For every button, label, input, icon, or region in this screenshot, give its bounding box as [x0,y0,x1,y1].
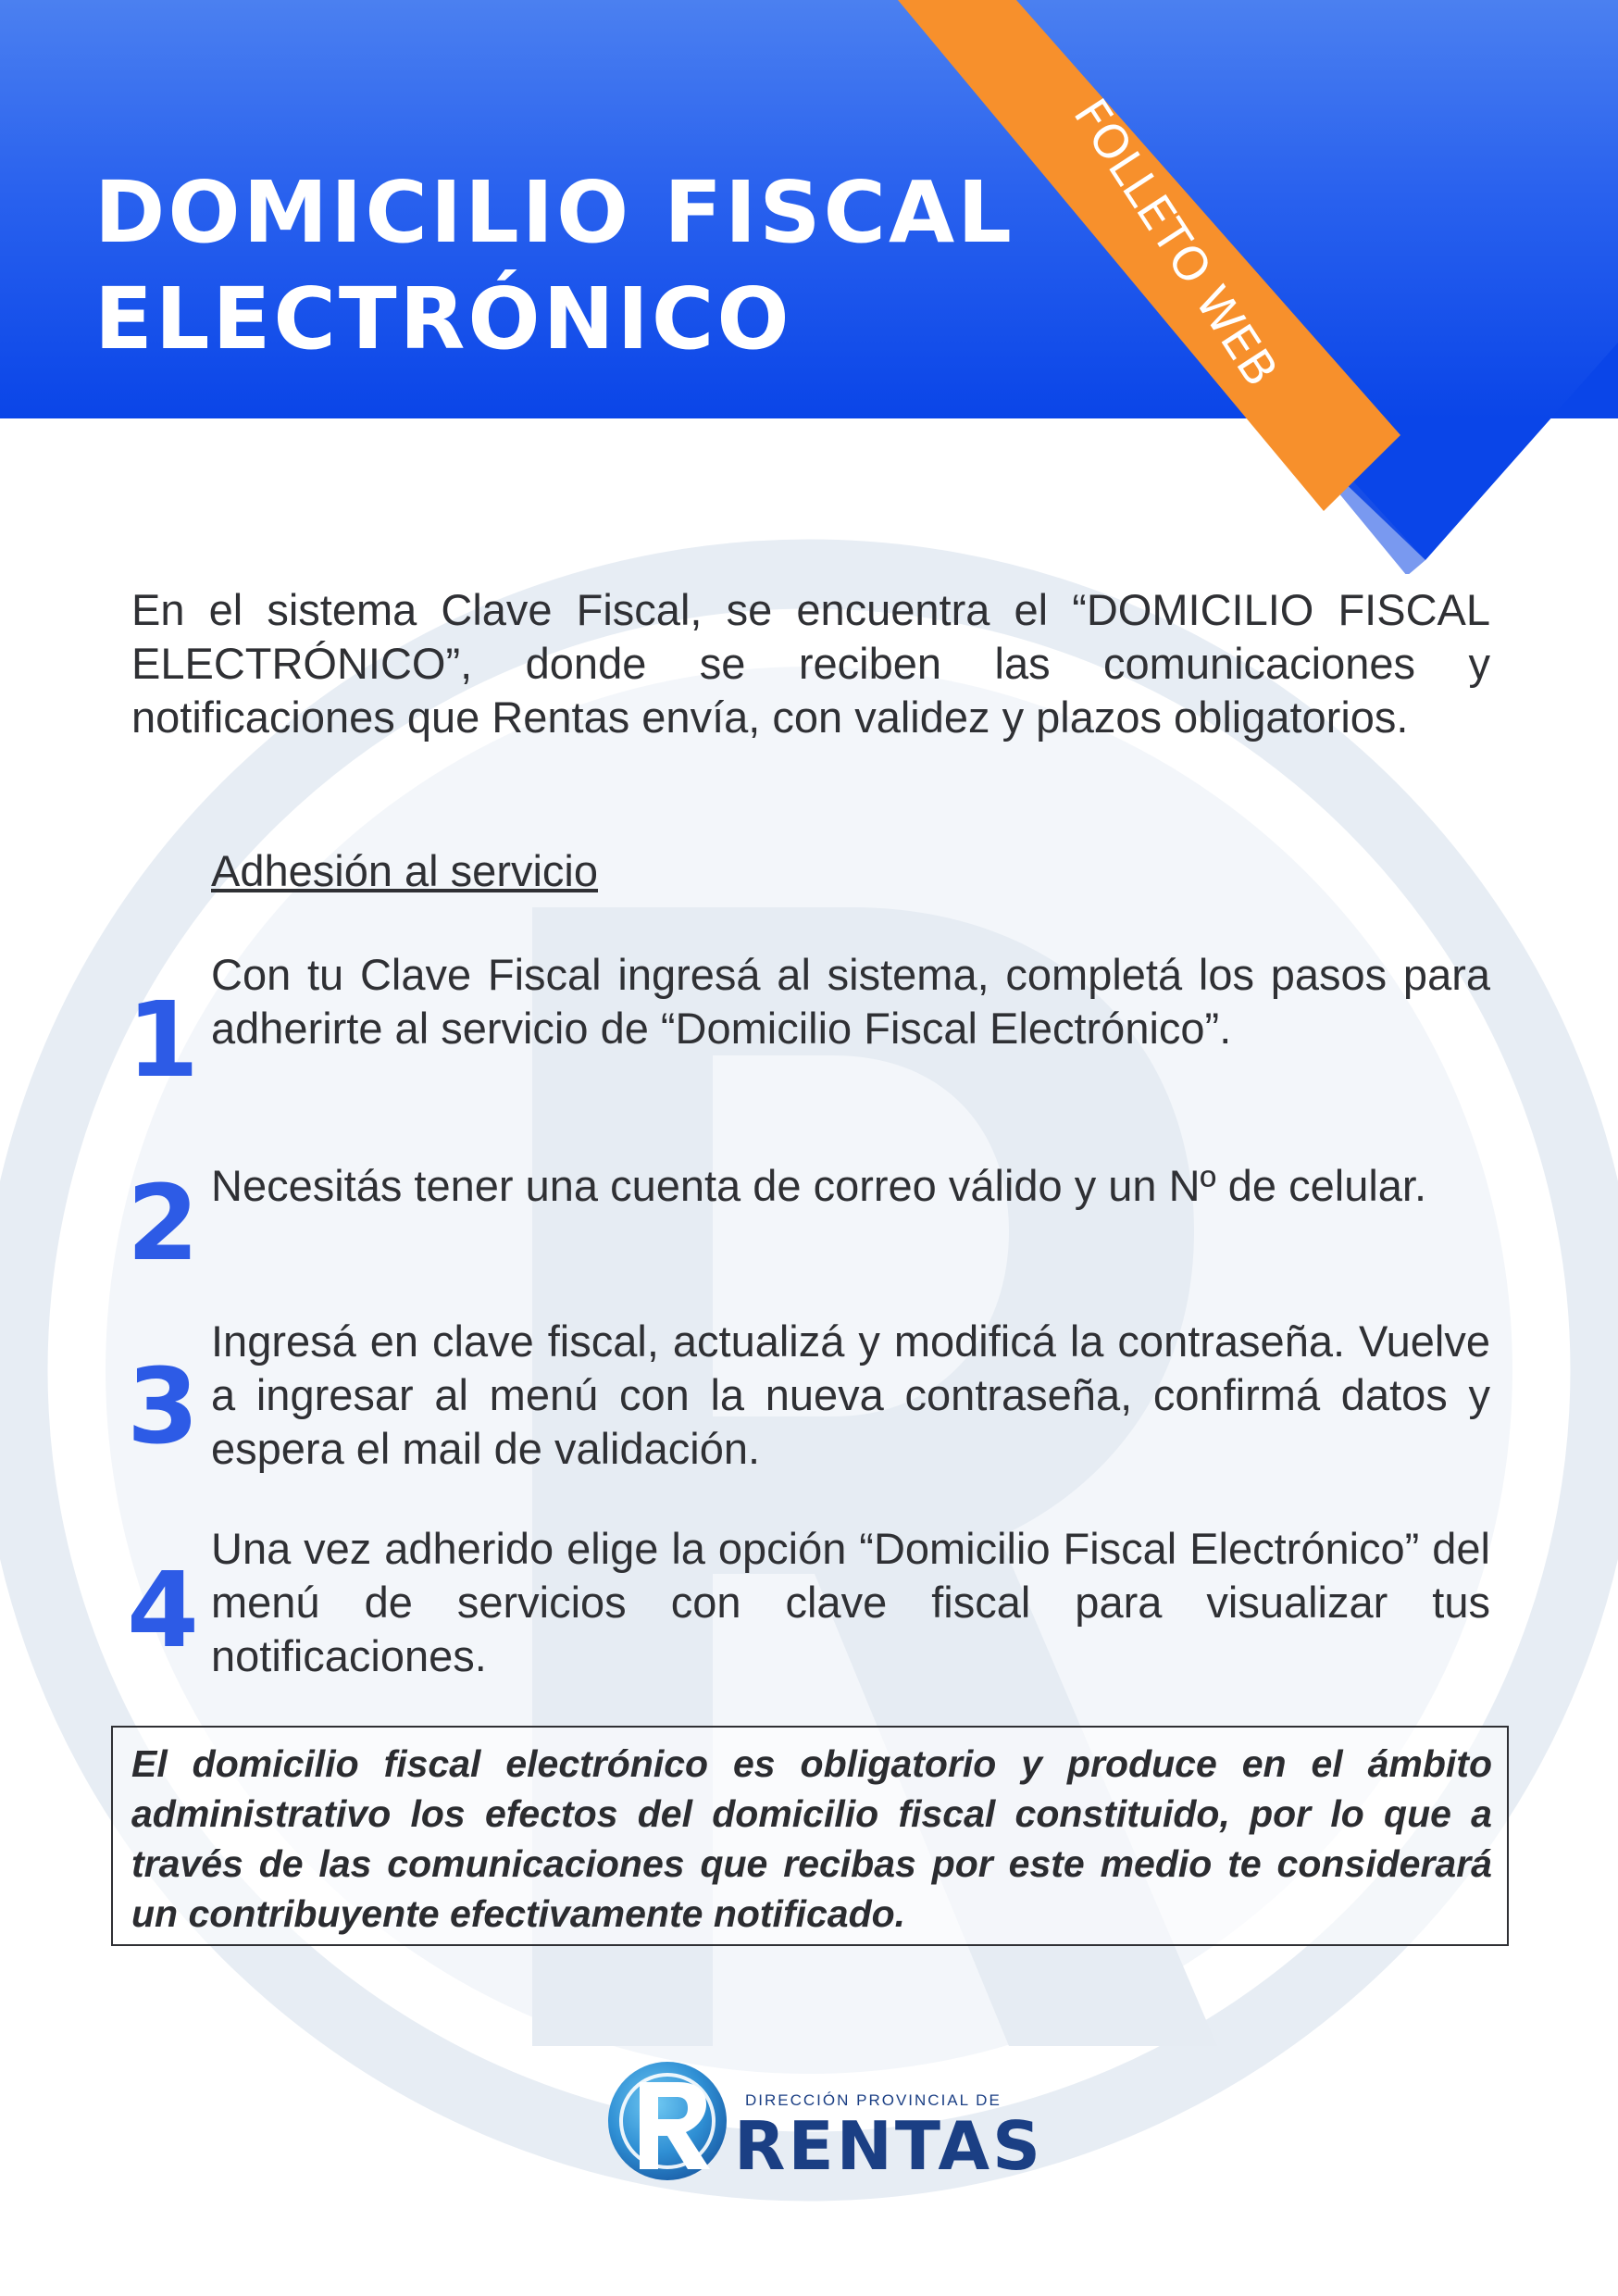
intro-paragraph: En el sistema Clave Fiscal, se encuentra el “DOMICILIO FISCAL ELECTRÓNICO”, donde se reciben las comunicaciones y notificaciones que Rentas envía, con validez y plazos obligatorios. [131,585,1490,742]
step-text: Ingresá en clave fiscal, actualizá y modificá la contraseña. Vuelve a ingresar al menú con la nueva contraseña, confirmá datos y espera el mail de validación. [211,1316,1490,1473]
logo-wordmark: RENTAS [734,2107,1043,2185]
notice-box [111,1726,1509,1946]
step-number: 2 [127,1164,199,1284]
step-number: 4 [127,1551,199,1671]
step-number: 3 [127,1347,199,1467]
notice-text: El domicilio fiscal electrónico es obligatorio y produce en el ámbito administrativo los efectos del domicilio fiscal constituido, por lo que a través de las comunicaciones que recibas por este medio te considerará un contribuyente efectivamente notificado. [131,1742,1492,1935]
r-letter-logo-icon [606,2051,736,2190]
rentas-logo [606,2051,1043,2190]
ribbon-label: FOLLETO WEB [1063,89,1288,396]
step-text: Necesitás tener una cuenta de correo válido y un Nº de celular. [211,1161,1427,1210]
step-text: Con tu Clave Fiscal ingresá al sistema, completá los pasos para adherirte al servicio de “Domicilio Fiscal Electrónico”. [211,950,1490,1053]
logo-subtitle: DIRECCIÓN PROVINCIAL DE [745,2091,1002,2109]
step-text: Una vez adherido elige la opción “Domicilio Fiscal Electrónico” del menú de servicios con clave fiscal para visualizar tus notificaciones. [211,1524,1490,1680]
section-title: Adhesión al servicio [211,846,598,895]
title-line-2: ELECTRÓNICO [94,269,792,368]
step-number: 1 [127,980,199,1101]
title-line-1: DOMICILIO FISCAL [94,163,1014,262]
